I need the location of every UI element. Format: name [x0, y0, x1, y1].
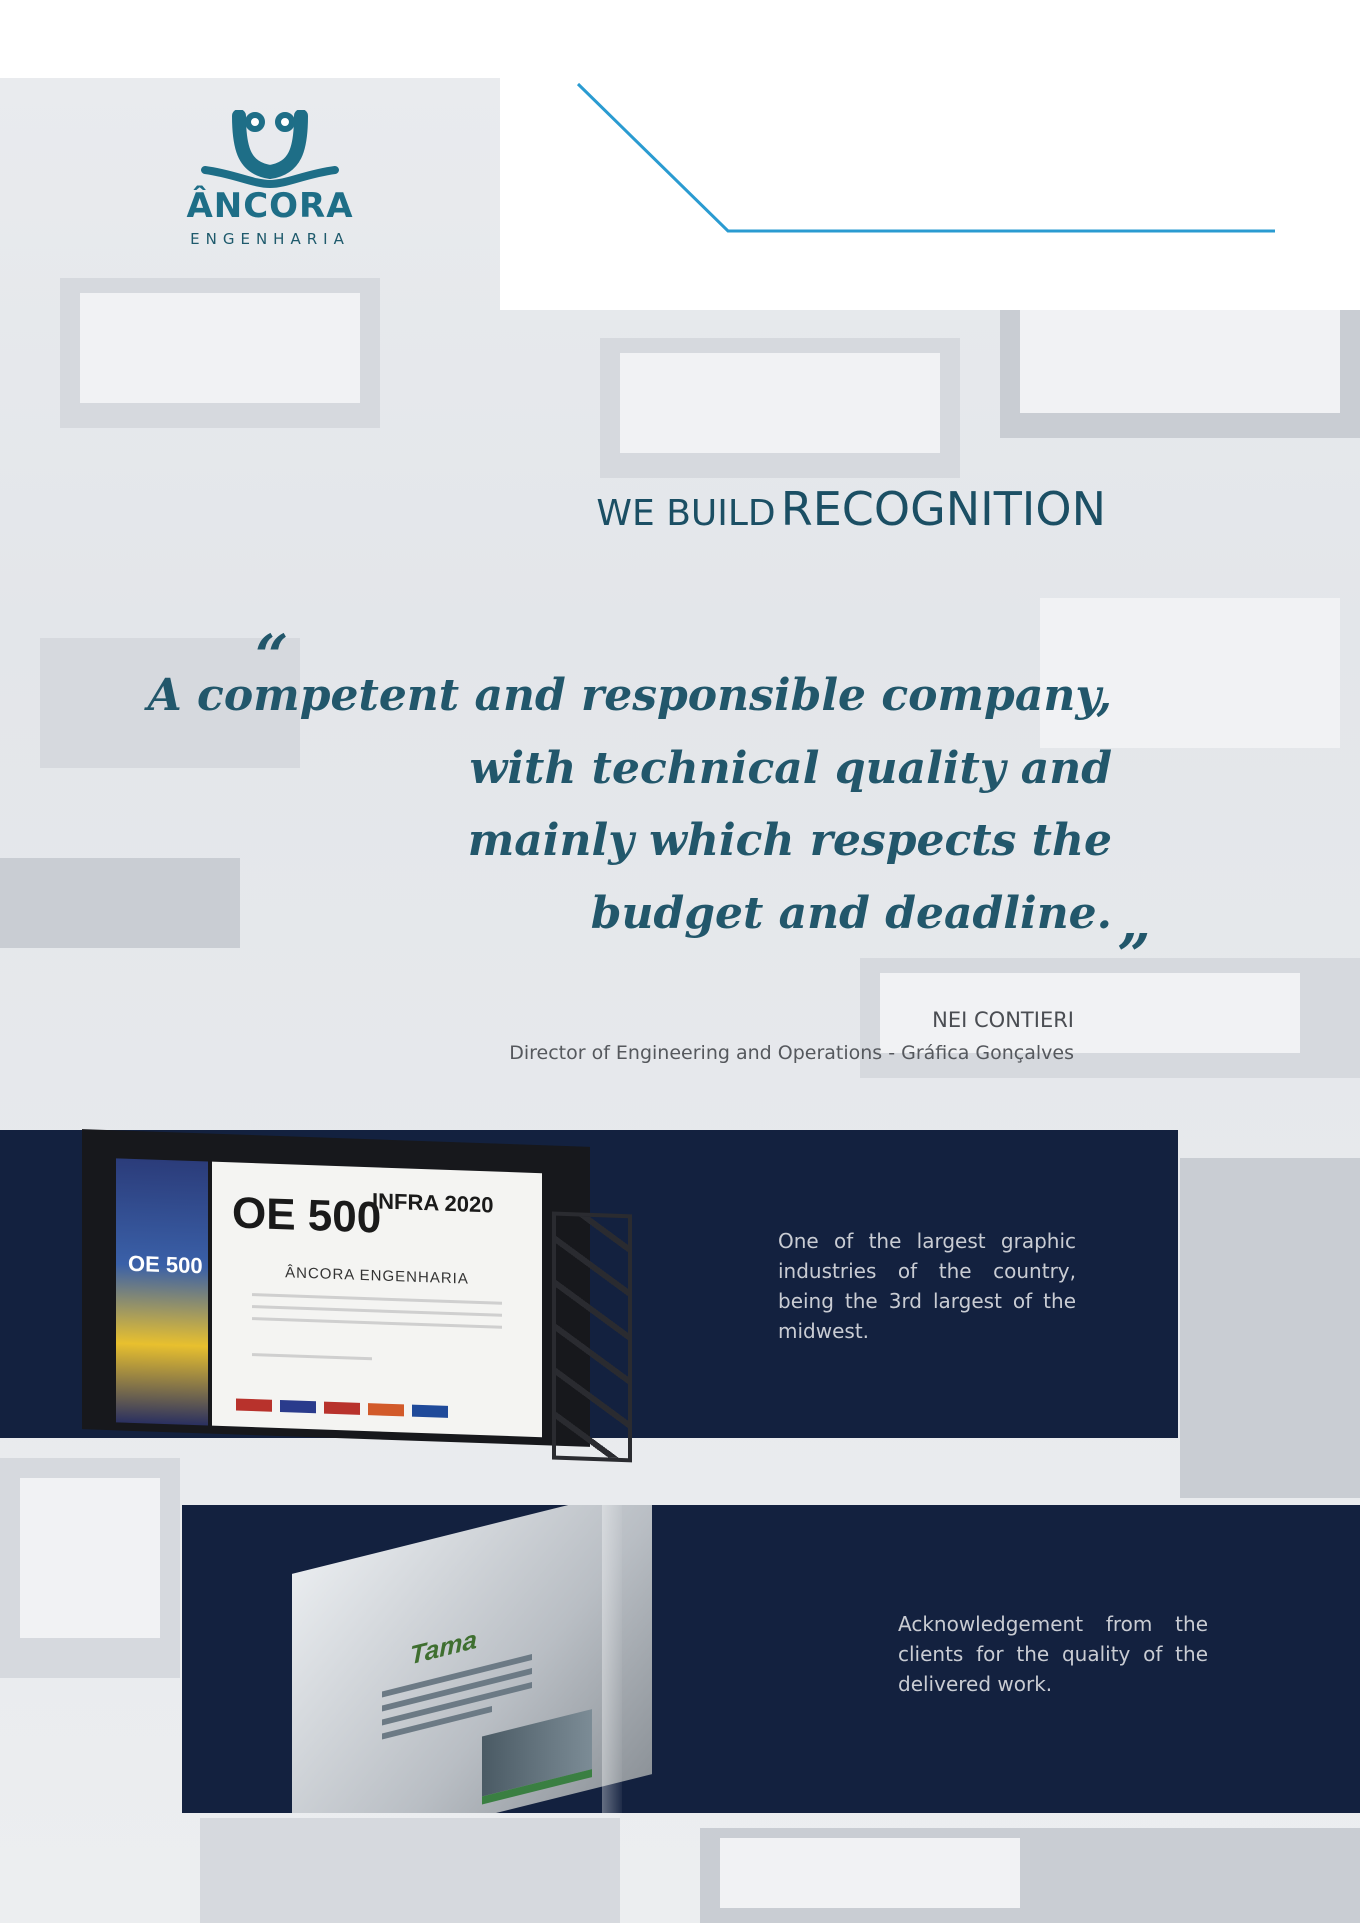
plaque-building-image — [482, 1709, 592, 1804]
quote-line: budget and deadline. — [590, 888, 1112, 939]
plaque-side-panel — [116, 1158, 208, 1425]
logo-subtitle: ENGENHARIA — [190, 230, 350, 248]
certificate-oe500: OE 500 — [232, 1188, 382, 1243]
glass-edge — [602, 1505, 622, 1813]
plaque-brand: Tama — [410, 1623, 477, 1671]
plaque-side-label: OE 500 — [128, 1250, 203, 1279]
ancora-logo — [175, 110, 365, 260]
certificate-company: ÂNCORA ENGENHARIA — [285, 1264, 469, 1288]
quote-author-role: Director of Engineering and Operations - Gráfica Gonçalves — [509, 1042, 1074, 1064]
tama-glass-plaque-photo — [292, 1505, 652, 1813]
quote-line: with technical quality and — [469, 743, 1112, 794]
quote-author: NEI CONTIERI — [932, 1008, 1074, 1032]
open-quote-mark: “ — [255, 622, 289, 690]
quote-line: mainly which respects the — [467, 815, 1112, 866]
anchor-icon — [175, 110, 365, 190]
heading-big: RECOGNITION — [780, 482, 1106, 536]
award-description: One of the largest graphic industries of the country, being the 3rd largest of the midwest. — [778, 1229, 1076, 1343]
certificate-forum: INFRA 2020 — [372, 1188, 494, 1218]
quote-line: A competent and responsible company, — [147, 670, 1112, 721]
plaque-certificate — [212, 1162, 542, 1438]
oe500-plaque-photo — [82, 1129, 590, 1447]
close-quote-mark: „ — [1118, 888, 1152, 956]
logo-wordmark: ÂNCORA — [186, 186, 354, 226]
plaque-stand — [552, 1212, 632, 1463]
section-heading — [560, 482, 1106, 536]
sponsor-logos — [236, 1399, 526, 1423]
award-band-tama — [182, 1505, 1360, 1813]
award-description: Acknowledgement from the clients for the quality of the delivered work. — [898, 1612, 1208, 1696]
heading-small: WE BUILD — [596, 493, 776, 534]
